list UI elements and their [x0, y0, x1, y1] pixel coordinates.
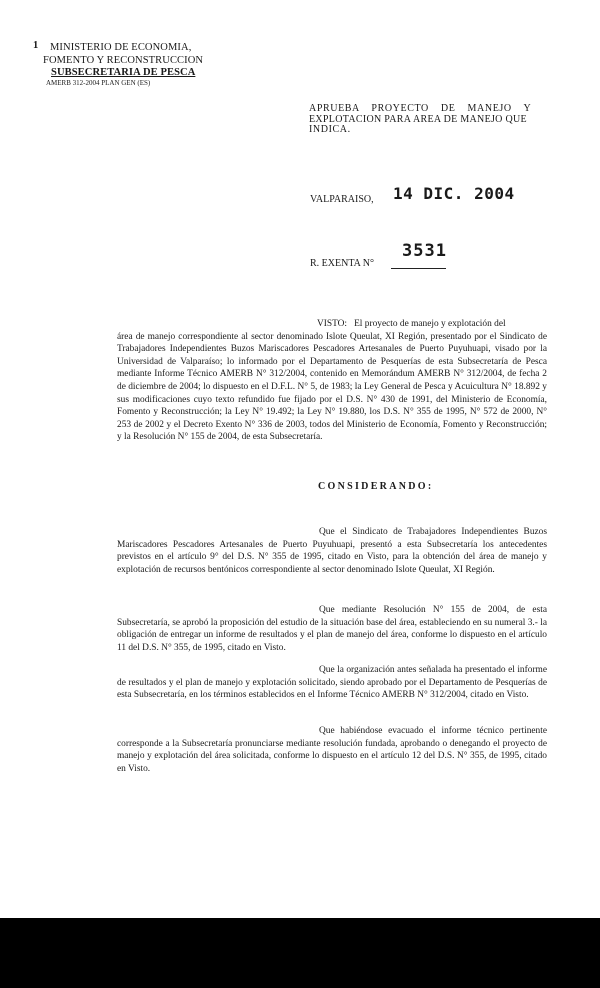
- considerando-paragraph-3: Que la organización antes señalada ha presentado el informe de resultados y el plan de manejo y explotación solicitado, siendo aprobado por el Departamento de Pesquerías de esta Subsecretaría, en los términos establecidos en el Informe Técnico AMERB N° 312/2004, citado en Visto.: [117, 665, 547, 701]
- reference-line-1: APRUEBA PROYECTO DE MANEJO Y: [309, 103, 532, 114]
- date-stamp: 14 DIC. 2004: [393, 184, 515, 203]
- visto-text: área de manejo correspondiente al sector denominado Islote Queulat, XI Región, presentado por el Sindicato de Trabajadores Independientes Buzos Mariscadores Pescadores Artesanales de Puerto Puyuhuapi, visado por la Universidad de Valparaíso; lo informado por el Departamento de Pesquerías de esta Subsecretaría de Pesca mediante Informe Técnico AMERB N° 312/2004, contenido en Memorándum AMERB N° 312/2004, de fecha 2 de diciembre de 2004; lo dispuesto en el D.F.L. N° 5, de 1983; la Ley General de Pesca y Acuicultura N° 18.892 y sus modificaciones cuyo texto refundido fue fijado por el D.S. N° 430 de 1991, del Ministerio de Economía, Fomento y Reconstrucción; la Ley N° 19.492; la Ley N° 19.880, los D.S. N° 355 de 1995, N° 572 de 2000, N° 253 de 2002 y el Decreto Exento N° 336 de 2003, todos del Ministerio de Economía, Fomento y Reconstrucción; y la Resolución N° 155 de 2004, de esta Subsecretaría.: [117, 331, 547, 443]
- considerando-heading: CONSIDERANDO:: [318, 481, 434, 492]
- reference-line-2: EXPLOTACION PARA AREA DE MANEJO QUE: [309, 113, 527, 125]
- visto-label: VISTO:: [317, 319, 348, 329]
- considerando-paragraph-4: Que habiéndose evacuado el informe técnico pertinente corresponde a la Subsecretaría pronunciarse mediante resolución fundada, aprobando o denegando el proyecto de manejo y explotación del área solicitada, conforme lo dispuesto en el artículo 12 del D.S. N° 355, de 1995, citado en Visto.: [117, 726, 547, 774]
- file-reference: AMERB 312-2004 PLAN GEN (ES): [46, 79, 151, 87]
- resolution-label: R. EXENTA N°: [310, 258, 375, 269]
- resolution-underline: [391, 268, 446, 269]
- ministry-line-1: MINISTERIO DE ECONOMIA,: [50, 42, 192, 53]
- ministry-line-2: FOMENTO Y RECONSTRUCCION: [43, 55, 204, 66]
- place-label: VALPARAISO,: [310, 194, 374, 205]
- subsecretaria-title: SUBSECRETARIA DE PESCA: [51, 67, 196, 78]
- considerando-paragraph-1: Que el Sindicato de Trabajadores Independientes Buzos Mariscadores Pescadores Artesanales de Puerto Puyuhuapi, presentó a esta Subsecretaría los antecedentes previstos en el artículo 9° del D.S. N° 355 de 1995, citado en Visto, para la obtención del área de manejo y explotación de recursos bentónicos correspondiente al sector denominado Islote Queulat, XI Región.: [117, 527, 547, 575]
- considerando-paragraph-2: Que mediante Resolución N° 155 de 2004, de esta Subsecretaría, se aprobó la proposición del estudio de la situación base del área, estableciendo en su numeral 3.- la obligación de entregar un informe de resultados y el plan de manejo del área, conforme lo dispuesto en el artículo 11 del D.S. N° 355, de 1995, citado en Visto.: [117, 605, 547, 653]
- reference-line-3: INDICA.: [309, 124, 351, 135]
- visto-first-line: El proyecto de manejo y explotación del: [354, 319, 506, 329]
- reference-block: [309, 104, 554, 136]
- visto-section: [117, 318, 547, 444]
- resolution-number: 3531: [402, 241, 447, 261]
- bullet-mark: 1: [33, 40, 39, 51]
